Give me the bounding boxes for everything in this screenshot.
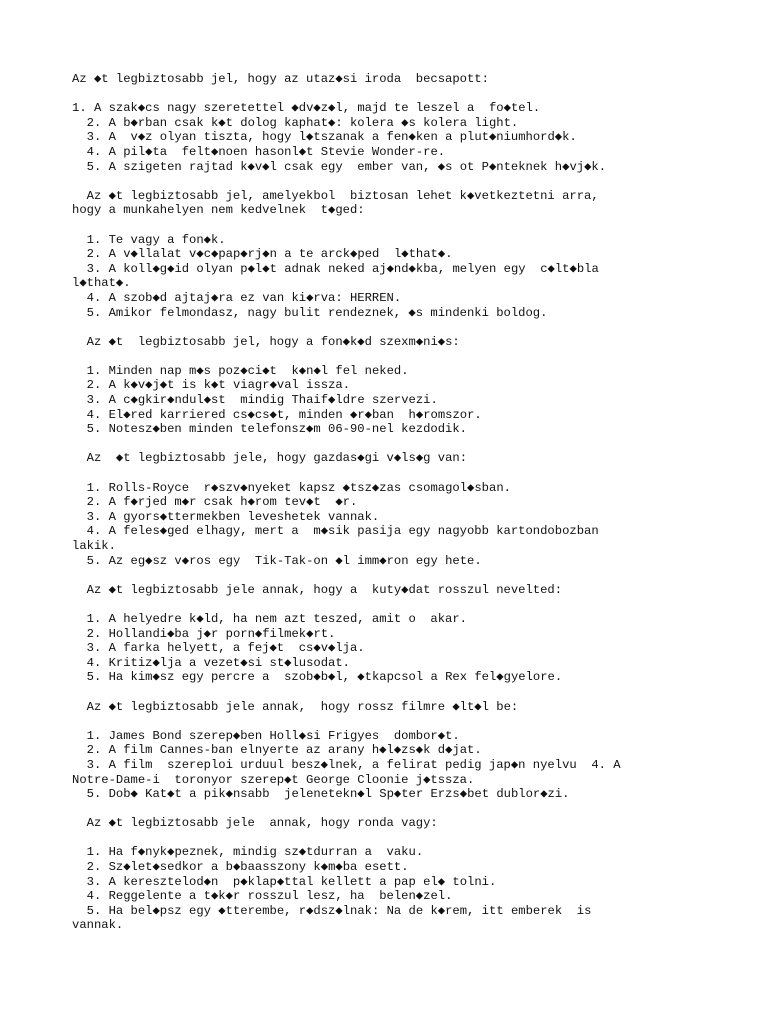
- text-line: [72, 714, 752, 729]
- text-line: hogy a munkahelyen nem kedvelnek t◆ged:: [72, 203, 365, 218]
- text-line: 4. A szob◆d ajtaj◆ra ez van ki◆rva: HERREN.: [72, 290, 402, 305]
- text-line: 5. A szigeten rajtad k◆v◆l csak egy ember van, ◆s ot P◆nteknek h◆vj◆k.: [72, 159, 607, 174]
- text-line: lakik.: [72, 539, 116, 553]
- text-line: 3. A keresztelod◆n p◆klap◆ttal kellett a pap el◆ tolni.: [72, 874, 497, 889]
- text-line: 5. Ha bel◆psz egy ◆tterembe, r◆dsz◆lnak: Na de k◆rem, itt emberek is: [72, 903, 592, 918]
- text-line: 5. Notesz◆ben minden telefonsz◆m 06-90-nel kezdodik.: [72, 422, 467, 437]
- text-line: [72, 218, 752, 233]
- text-line: Az ◆t legbiztosabb jele annak, hogy rossz filmre ◆lt◆l be:: [72, 699, 519, 714]
- text-line: l◆that◆.: [72, 276, 131, 291]
- text-line: 2. A b◆rban csak k◆t dolog kaphat◆: kolera ◆s kolera light.: [72, 115, 519, 130]
- text-line: 3. A farka helyett, a fej◆t cs◆v◆lja.: [72, 641, 365, 656]
- text-line: Az ◆t legbiztosabb jel, amelyekbol biztosan lehet k◆vetkeztetni arra,: [72, 188, 599, 203]
- text-line: 1. Te vagy a fon◆k.: [72, 232, 226, 247]
- text-line: 1. Rolls-Royce r◆szv◆nyeket kapsz ◆tsz◆zas csomagol◆sban.: [72, 480, 511, 495]
- text-line: 3. A koll◆g◆id olyan p◆l◆t adnak neked aj◆nd◆kba, melyen egy c◆lt◆bla: [72, 261, 599, 276]
- text-line: 3. A gyors◆ttermekben leveshetek vannak.: [72, 509, 380, 524]
- text-line: [72, 597, 752, 612]
- text-line: 3. A c◆gkir◆ndul◆st mindig Thaif◆ldre szervezi.: [72, 393, 438, 408]
- text-line: 2. A f◆rjed m◆r csak h◆rom tev◆t ◆r.: [72, 495, 358, 510]
- text-line: 1. A helyedre k◆ld, ha nem azt teszed, amit o akar.: [72, 611, 467, 626]
- text-line: 5. Ha kim◆sz egy percre a szob◆b◆l, ◆tkapcsol a Rex fel◆gyelore.: [72, 670, 563, 685]
- text-line: 3. A v◆z olyan tiszta, hogy l◆tszanak a fen◆ken a plut◆niumhord◆k.: [72, 130, 577, 145]
- text-line: 4. El◆red karriered cs◆cs◆t, minden ◆r◆ban h◆romszor.: [72, 407, 482, 422]
- text-line: 5. Amikor felmondasz, nagy bulit rendeznek, ◆s mindenki boldog.: [72, 305, 548, 320]
- text-line: 5. Dob◆ Kat◆t a pik◆nsabb jelenetekn◆l Sp◆ter Erzs◆bet dublor◆zi.: [72, 787, 570, 802]
- text-line: [72, 437, 752, 452]
- text-line: Az ◆t legbiztosabb jele annak, hogy ronda vagy:: [72, 816, 438, 831]
- text-line: Az ◆t legbiztosabb jele, hogy gazdas◆gi v◆ls◆g van:: [72, 451, 468, 466]
- text-line: 5. Az eg◆sz v◆ros egy Tik-Tak-on ◆l imm◆ron egy hete.: [72, 553, 482, 568]
- text-line: [72, 685, 752, 700]
- text-line: Az ◆t legbiztosabb jel, hogy az utaz◆si iroda becsapott:: [72, 72, 489, 86]
- text-line: 4. Reggelente a t◆k◆r rosszul lesz, ha belen◆zel.: [72, 889, 453, 904]
- text-line: 4. A feles◆ged elhagy, mert a m◆sik pasija egy nagyobb kartondobozban: [72, 524, 599, 539]
- text-line: 2. A v◆llalat v◆c◆pap◆rj◆n a te arck◆ped l◆that◆.: [72, 247, 453, 262]
- text-line: Notre-Dame-i toronyor szerep◆t George Cloonie j◆tssza.: [72, 772, 475, 787]
- text-line: [72, 568, 752, 583]
- text-line: [72, 87, 752, 102]
- text-line: 4. A pil◆ta felt◆noen hasonl◆t Stevie Wonder-re.: [72, 144, 446, 159]
- text-line: [72, 831, 752, 846]
- text-line: [72, 802, 752, 817]
- text-line: 2. A film Cannes-ban elnyerte az arany h◆l◆zs◆k d◆jat.: [72, 743, 482, 758]
- text-line: 1. A szak◆cs nagy szeretettel ◆dv◆z◆l, majd te leszel a fo◆tel.: [72, 101, 541, 116]
- text-line: vannak.: [72, 918, 124, 933]
- text-line: 4. Kritiz◆lja a vezet◆si st◆lusodat.: [72, 655, 350, 670]
- text-line: [72, 174, 752, 189]
- text-line: 3. A film szereploi urduul besz◆lnek, a felirat pedig jap◆n nyelvu 4. A: [72, 757, 621, 772]
- text-line: 1. Minden nap m◆s poz◆ci◆t k◆n◆l fel neked.: [72, 363, 409, 378]
- text-line: Az ◆t legbiztosabb jel, hogy a fon◆k◆d szexm◆ni◆s:: [72, 334, 460, 349]
- text-line: 1. James Bond szerep◆ben Holl◆si Frigyes dombor◆t.: [72, 728, 460, 743]
- document-body: [72, 72, 752, 933]
- text-line: 1. Ha f◆nyk◆peznek, mindig sz◆tdurran a vaku.: [72, 845, 424, 860]
- text-line: [72, 466, 752, 481]
- text-line: [72, 349, 752, 364]
- text-line: 2. Sz◆let◆sedkor a b◆baasszony k◆m◆ba esett.: [72, 860, 409, 875]
- text-line: [72, 320, 752, 335]
- text-line: Az ◆t legbiztosabb jele annak, hogy a kuty◆dat rosszul nevelted:: [72, 582, 563, 597]
- text-line: 2. Hollandi◆ba j◆r porn◆filmek◆rt.: [72, 626, 336, 641]
- text-line: 2. A k◆v◆j◆t is k◆t viagr◆val issza.: [72, 378, 351, 393]
